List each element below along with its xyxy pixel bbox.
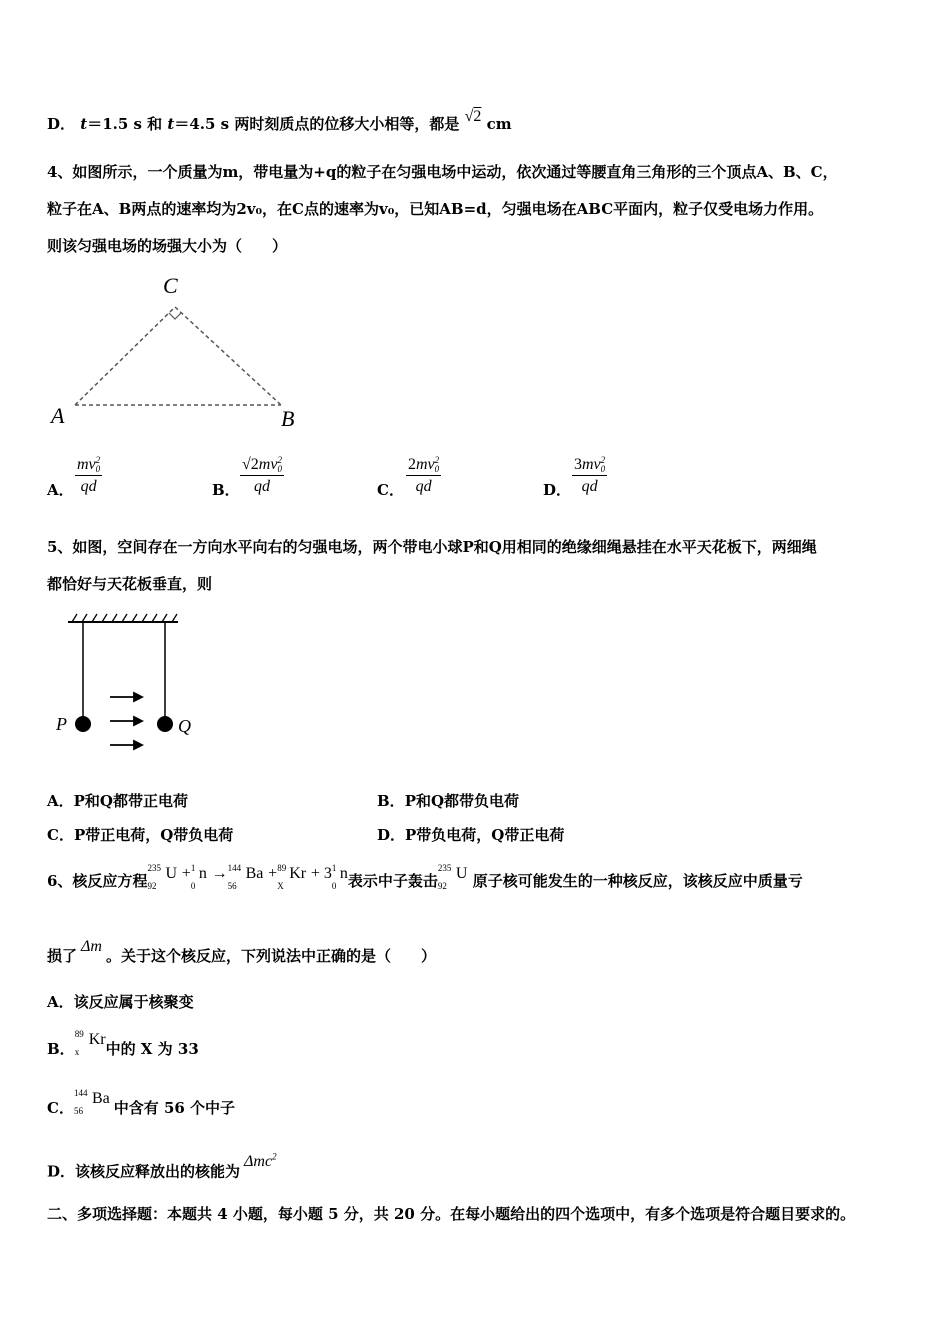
q4-option-c-fraction: 2mv 2 0 qd xyxy=(408,455,440,496)
q4-line-3: 则该匀强电场的场强大小为（ ） xyxy=(47,237,288,255)
q5-option-d: D．P带负电荷，Q带正电荷 xyxy=(377,826,565,844)
q5-option-c: C．P带正电荷，Q带负电荷 xyxy=(47,826,234,844)
q4-option-a-label: A． xyxy=(47,481,74,499)
q6-line-1: 6、核反应方程 235 92 U + 1 0 n → 144 56 Ba + 89 X Kr + 3 1 0 n表示中子轰击 235 92 U 原子核可能发生的一种核反应，该核反应中质量亏 xyxy=(47,863,803,891)
q6-option-d: D．该核反应释放出的核能为Δmc$^2$ xyxy=(47,1152,277,1181)
q4-option-d-label: D． xyxy=(543,481,572,499)
q5-pendulum-figure xyxy=(50,612,200,757)
q4-triangle-figure xyxy=(45,268,315,438)
label-b: B xyxy=(281,406,295,431)
q4-option-a-fraction: mv 2 0 qd xyxy=(77,455,101,496)
q4-option-c-label: C． xyxy=(377,481,404,499)
nuclear-equation: 235 92 U + 1 0 n → 144 56 Ba + 89 X Kr + 3 1 0 n xyxy=(147,863,348,891)
q4-option-b-fraction: √2mv 2 0 qd xyxy=(242,455,282,496)
q6-line-2: 损了Δm。关于这个核反应，下列说法中正确的是（ ） xyxy=(47,938,436,965)
label-a: A xyxy=(51,403,65,428)
q5-line-2: 都恰好与天花板垂直，则 xyxy=(47,575,213,593)
label-p: P xyxy=(56,714,67,734)
q6-option-a: A．该反应属于核聚变 xyxy=(47,993,194,1011)
q4-line-2: 粒子在A、B两点的速率均为2v₀，在C点的速率为v₀，已知AB=d，匀强电场在ABC平面内，粒子仅受电场力作用。 xyxy=(47,200,824,218)
q4-option-d-fraction: 3mv 2 0 qd xyxy=(574,455,606,496)
section-2-heading: 二、多项选择题：本题共 4 小题，每小题 5 分，共 20 分。在每小题给出的四个选项中，有多个选项是符合题目要求的。 xyxy=(47,1205,856,1223)
sqrt-two: √2 xyxy=(464,108,482,125)
q4-option-b-label: B． xyxy=(212,481,240,499)
label-c: C xyxy=(163,273,178,298)
q6-option-b: B． 89 x Kr中的 X 为 33 xyxy=(47,1029,199,1058)
q3-option-d: D． t＝1.5 s 和 t＝4.5 s 两时刻质点的位移大小相等，都是 √2 cm xyxy=(47,108,512,133)
q5-option-a: A．P和Q都带正电荷 xyxy=(47,792,188,810)
label-q: Q xyxy=(178,716,191,736)
q4-line-1: 4、如图所示，一个质量为m，带电量为+q的粒子在匀强电场中运动，依次通过等腰直角三角形的三个顶点A、B、C， xyxy=(47,163,838,181)
q5-line-1: 5、如图，空间存在一方向水平向右的匀强电场，两个带电小球P和Q用相同的绝缘细绳悬挂在水平天花板下，两细绳 xyxy=(47,538,817,556)
q5-option-b: B．P和Q都带负电荷 xyxy=(377,792,520,810)
q6-option-c: C． 144 56 Ba中含有 56 个中子 xyxy=(47,1088,236,1117)
